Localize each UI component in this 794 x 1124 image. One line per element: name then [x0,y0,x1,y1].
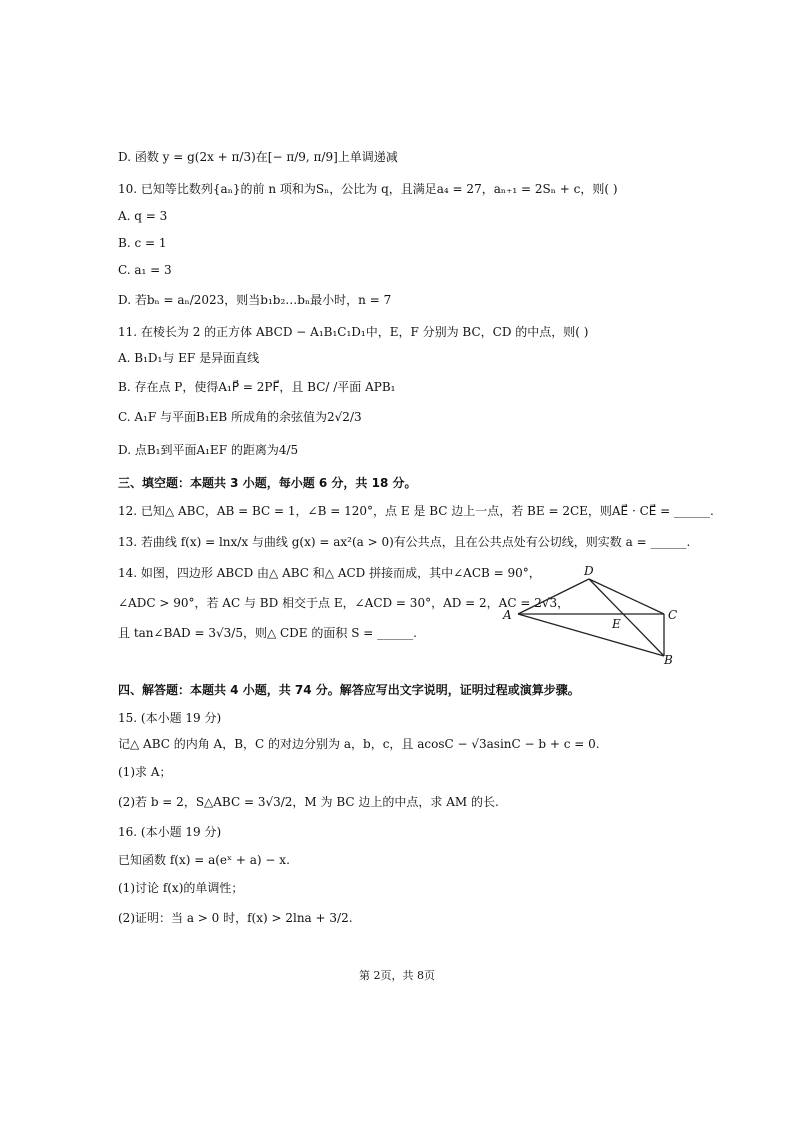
segment-db [589,579,664,656]
option-c-q11: C. A₁F 与平面B₁EB 所成角的余弦值为2√2/3 [118,410,362,424]
option-a-q11: A. B₁D₁与 EF 是异面直线 [118,351,260,365]
label-e: E [612,617,621,631]
question-12: 12. 已知△ ABC，AB = BC = 1，∠B = 120°，点 E 是 BC 边上一点，若 BE = 2CE，则AE⃗ · CE⃗ = ______. [118,504,714,518]
label-d: D [584,564,594,578]
label-b: B [664,653,673,667]
question-15-stem: 记△ ABC 的内角 A，B，C 的对边分别为 a，b，c，且 acosC − √3asinC − b + c = 0. [118,737,600,751]
section-3-heading: 三、填空题：本题共 3 小题，每小题 6 分，共 18 分。 [118,476,417,490]
option-b-q11: B. 存在点 P，使得A₁P⃗ = 2PF⃗，且 BC/ /平面 APB₁ [118,380,396,394]
question-16-part-1: (1)讨论 f(x)的单调性； [118,881,244,895]
option-c-q10: C. a₁ = 3 [118,263,172,277]
segment-dc [589,579,664,614]
label-c: C [668,608,678,622]
question-10: 10. 已知等比数列{aₙ}的前 n 项和为Sₙ，公比为 q，且满足a₄ = 27，aₙ₊₁ = 2Sₙ + c，则( ) [118,182,618,196]
question-15-part-1: (1)求 A； [118,765,172,779]
question-13: 13. 若曲线 f(x) = lnx/x 与曲线 g(x) = ax²(a > 0)有公共点，且在公共点处有公切线，则实数 a = ______. [118,535,691,549]
question-16-header: 16. (本小题 19 分) [118,825,222,839]
page-footer: 第 2页，共 8页 [359,969,435,982]
option-a-q10: A. q = 3 [118,209,168,223]
question-15-part-2: (2)若 b = 2，S△ABC = 3√3/2，M 为 BC 边上的中点，求 AM 的长. [118,795,499,809]
question-16-part-2: (2)证明：当 a > 0 时，f(x) > 2lna + 3/2. [118,911,353,925]
question-16-stem: 已知函数 f(x) = a(eˣ + a) − x. [118,853,290,867]
option-d-q11: D. 点B₁到平面A₁EF 的距离为4/5 [118,443,299,457]
option-d-q10: D. 若bₙ = aₙ/2023，则当b₁b₂…bₙ最小时，n = 7 [118,293,392,307]
option-b-q10: B. c = 1 [118,236,167,250]
question-11: 11. 在棱长为 2 的正方体 ABCD − A₁B₁C₁D₁中，E，F 分别为 BC，CD 的中点，则( ) [118,325,589,339]
segment-ab [518,614,664,656]
segment-ad [518,579,589,614]
quadrilateral-figure [498,562,688,668]
section-4-heading: 四、解答题：本题共 4 小题，共 74 分。解答应写出文字说明，证明过程或演算步骤。 [118,683,580,697]
label-a: A [503,608,512,622]
question-14-line-1: 14. 如图，四边形 ABCD 由△ ABC 和△ ACD 拼接而成，其中∠ACB = 90°， [118,566,541,580]
question-15-header: 15. (本小题 19 分) [118,711,222,725]
question-14-line-3: 且 tan∠BAD = 3√3/5，则△ CDE 的面积 S = ______. [118,626,417,640]
question-14-line-2: ∠ADC > 90°，若 AC 与 BD 相交于点 E，∠ACD = 30°，AD = 2，AC = 2√3， [118,596,570,610]
option-d-q9: D. 函数 y = g(2x + π/3)在[− π/9, π/9]上单调递减 [118,150,398,164]
